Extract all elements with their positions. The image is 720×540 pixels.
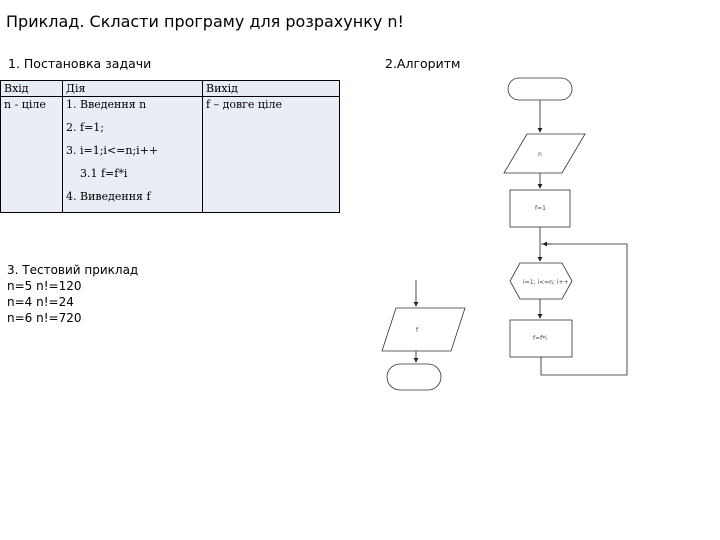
- start-terminator: [508, 78, 572, 100]
- input-label: n: [538, 151, 542, 158]
- test-example: [7, 262, 138, 326]
- test-case: n=6 n!=720: [7, 311, 82, 325]
- action-substep: 3.1 f=f*i: [80, 167, 128, 180]
- task-table: [0, 80, 340, 213]
- test-case: n=4 n!=24: [7, 295, 74, 309]
- action-cell: [63, 97, 203, 213]
- algorithm-heading: 2.Алгоритм: [385, 56, 461, 71]
- column-header-input: Вхід: [1, 81, 63, 97]
- slide-title: Приклад. Скласти програму для розрахунку n!: [6, 12, 404, 31]
- action-step: 3. i=1;i<=n;i++: [66, 144, 159, 157]
- action-step: 1. Введення n: [66, 98, 147, 111]
- column-header-output: Вихід: [203, 81, 340, 97]
- task-statement-heading: 1. Постановка задачи: [8, 56, 152, 71]
- loop-label: i=1; i<=n; i++: [523, 279, 569, 286]
- init-label: f=1: [535, 205, 546, 212]
- test-case: n=5 n!=120: [7, 279, 82, 293]
- loop-body-label: f=f*i: [533, 335, 547, 342]
- action-step: 2. f=1;: [66, 121, 104, 134]
- flowchart-svg: [365, 70, 655, 392]
- algorithm-flowchart: [365, 70, 655, 392]
- output-label: f: [416, 327, 419, 334]
- end-terminator: [387, 364, 441, 390]
- output-cell: f – довге ціле: [203, 97, 340, 213]
- action-step: 4. Виведення f: [66, 190, 151, 203]
- test-heading: 3. Тестовий приклад: [7, 263, 139, 277]
- input-cell: n - ціле: [1, 97, 63, 213]
- input-block: [504, 134, 585, 173]
- task-table-header-row: [1, 81, 340, 97]
- task-table-row: [1, 97, 340, 213]
- column-header-action: Дія: [63, 81, 203, 97]
- output-block: [382, 308, 465, 351]
